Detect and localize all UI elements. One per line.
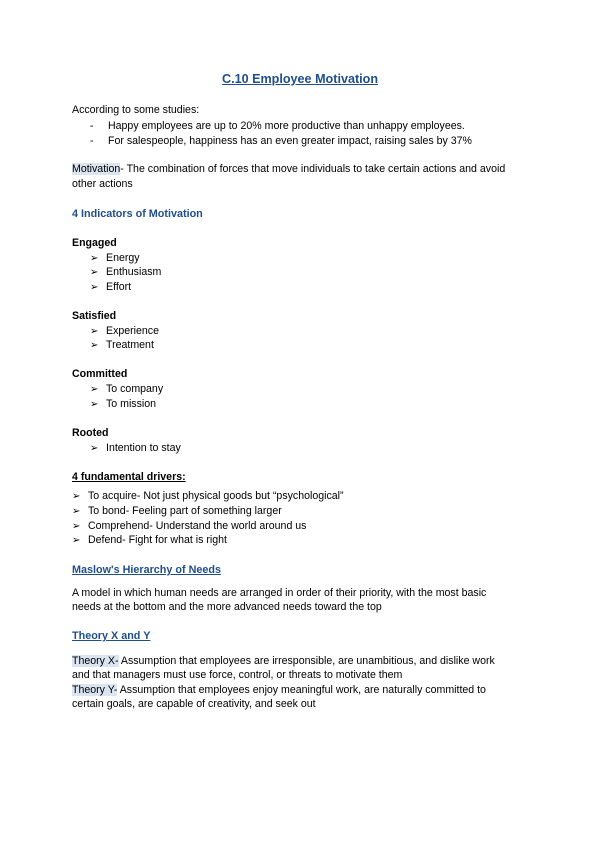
arrow-bullet-icon: ➢	[90, 282, 99, 293]
indicators-heading: 4 Indicators of Motivation	[72, 208, 203, 220]
committed-label: Committed	[72, 368, 128, 380]
satisfied-item: ➢ Experience	[90, 325, 159, 337]
maslow-heading: Maslow's Hierarchy of Needs	[72, 564, 221, 576]
committed-item: ➢ To mission	[90, 398, 157, 410]
satisfied-label: Satisfied	[72, 310, 117, 322]
committed-item: ➢ To company	[90, 383, 164, 395]
engaged-item: ➢ Energy	[90, 252, 140, 264]
arrow-bullet-icon: ➢	[72, 521, 81, 532]
dash-bullet: -	[90, 135, 94, 147]
drivers-heading: 4 fundamental drivers:	[72, 471, 186, 483]
theory-x-term: Theory X-	[72, 655, 119, 667]
maslow-text-cont: needs at the bottom and the more advanced needs toward the top	[72, 601, 382, 613]
arrow-bullet-icon: ➢	[90, 326, 99, 337]
engaged-item: ➢ Effort	[90, 281, 132, 293]
arrow-bullet-icon: ➢	[72, 506, 81, 517]
theory-x-definition-cont: and that managers must use force, control, or threats to motivate them	[72, 669, 403, 681]
theory-y-term: Theory Y-	[72, 684, 118, 696]
arrow-bullet-icon: ➢	[90, 384, 99, 395]
engaged-item: ➢ Enthusiasm	[90, 266, 162, 278]
motivation-definition: Motivation- The combination of forces that move individuals to take certain actions and avoid	[72, 163, 506, 175]
driver-item: ➢ To bond- Feeling part of something larger	[72, 505, 282, 517]
theory-heading: Theory X and Y	[72, 630, 151, 642]
arrow-bullet-icon: ➢	[90, 340, 99, 351]
arrow-bullet-icon: ➢	[90, 253, 99, 264]
arrow-bullet-icon: ➢	[72, 491, 81, 502]
arrow-bullet-icon: ➢	[90, 399, 99, 410]
motivation-definition-cont: other actions	[72, 178, 133, 190]
intro-bullet-1: - Happy employees are up to 20% more productive than unhappy employees.	[90, 120, 465, 132]
satisfied-item: ➢ Treatment	[90, 339, 154, 351]
intro-bullet-2: - For salespeople, happiness has an even greater impact, raising sales by 37%	[90, 135, 472, 147]
arrow-bullet-icon: ➢	[90, 267, 99, 278]
driver-item: ➢ Comprehend- Understand the world around us	[72, 520, 307, 532]
theory-y-definition-cont: certain goals, are capable of creativity, and seek out	[72, 698, 316, 710]
motivation-term: Motivation	[72, 163, 121, 175]
arrow-bullet-icon: ➢	[90, 443, 99, 454]
intro-lead: According to some studies:	[72, 104, 200, 116]
arrow-bullet-icon: ➢	[72, 535, 81, 546]
theory-x-definition: Theory X- Assumption that employees are irresponsible, are unambitious, and dislike work	[72, 655, 495, 667]
theory-y-definition: Theory Y- Assumption that employees enjoy meaningful work, are naturally committed to	[72, 684, 486, 696]
dash-bullet: -	[90, 120, 94, 132]
maslow-text: A model in which human needs are arranged in order of their priority, with the most basic	[72, 587, 487, 599]
rooted-item: ➢ Intention to stay	[90, 442, 181, 454]
page-title: C.10 Employee Motivation	[221, 72, 379, 86]
rooted-label: Rooted	[72, 427, 109, 439]
driver-item: ➢ To acquire- Not just physical goods but “psychological”	[72, 490, 344, 502]
driver-item: ➢ Defend- Fight for what is right	[72, 534, 227, 546]
engaged-label: Engaged	[72, 237, 117, 249]
